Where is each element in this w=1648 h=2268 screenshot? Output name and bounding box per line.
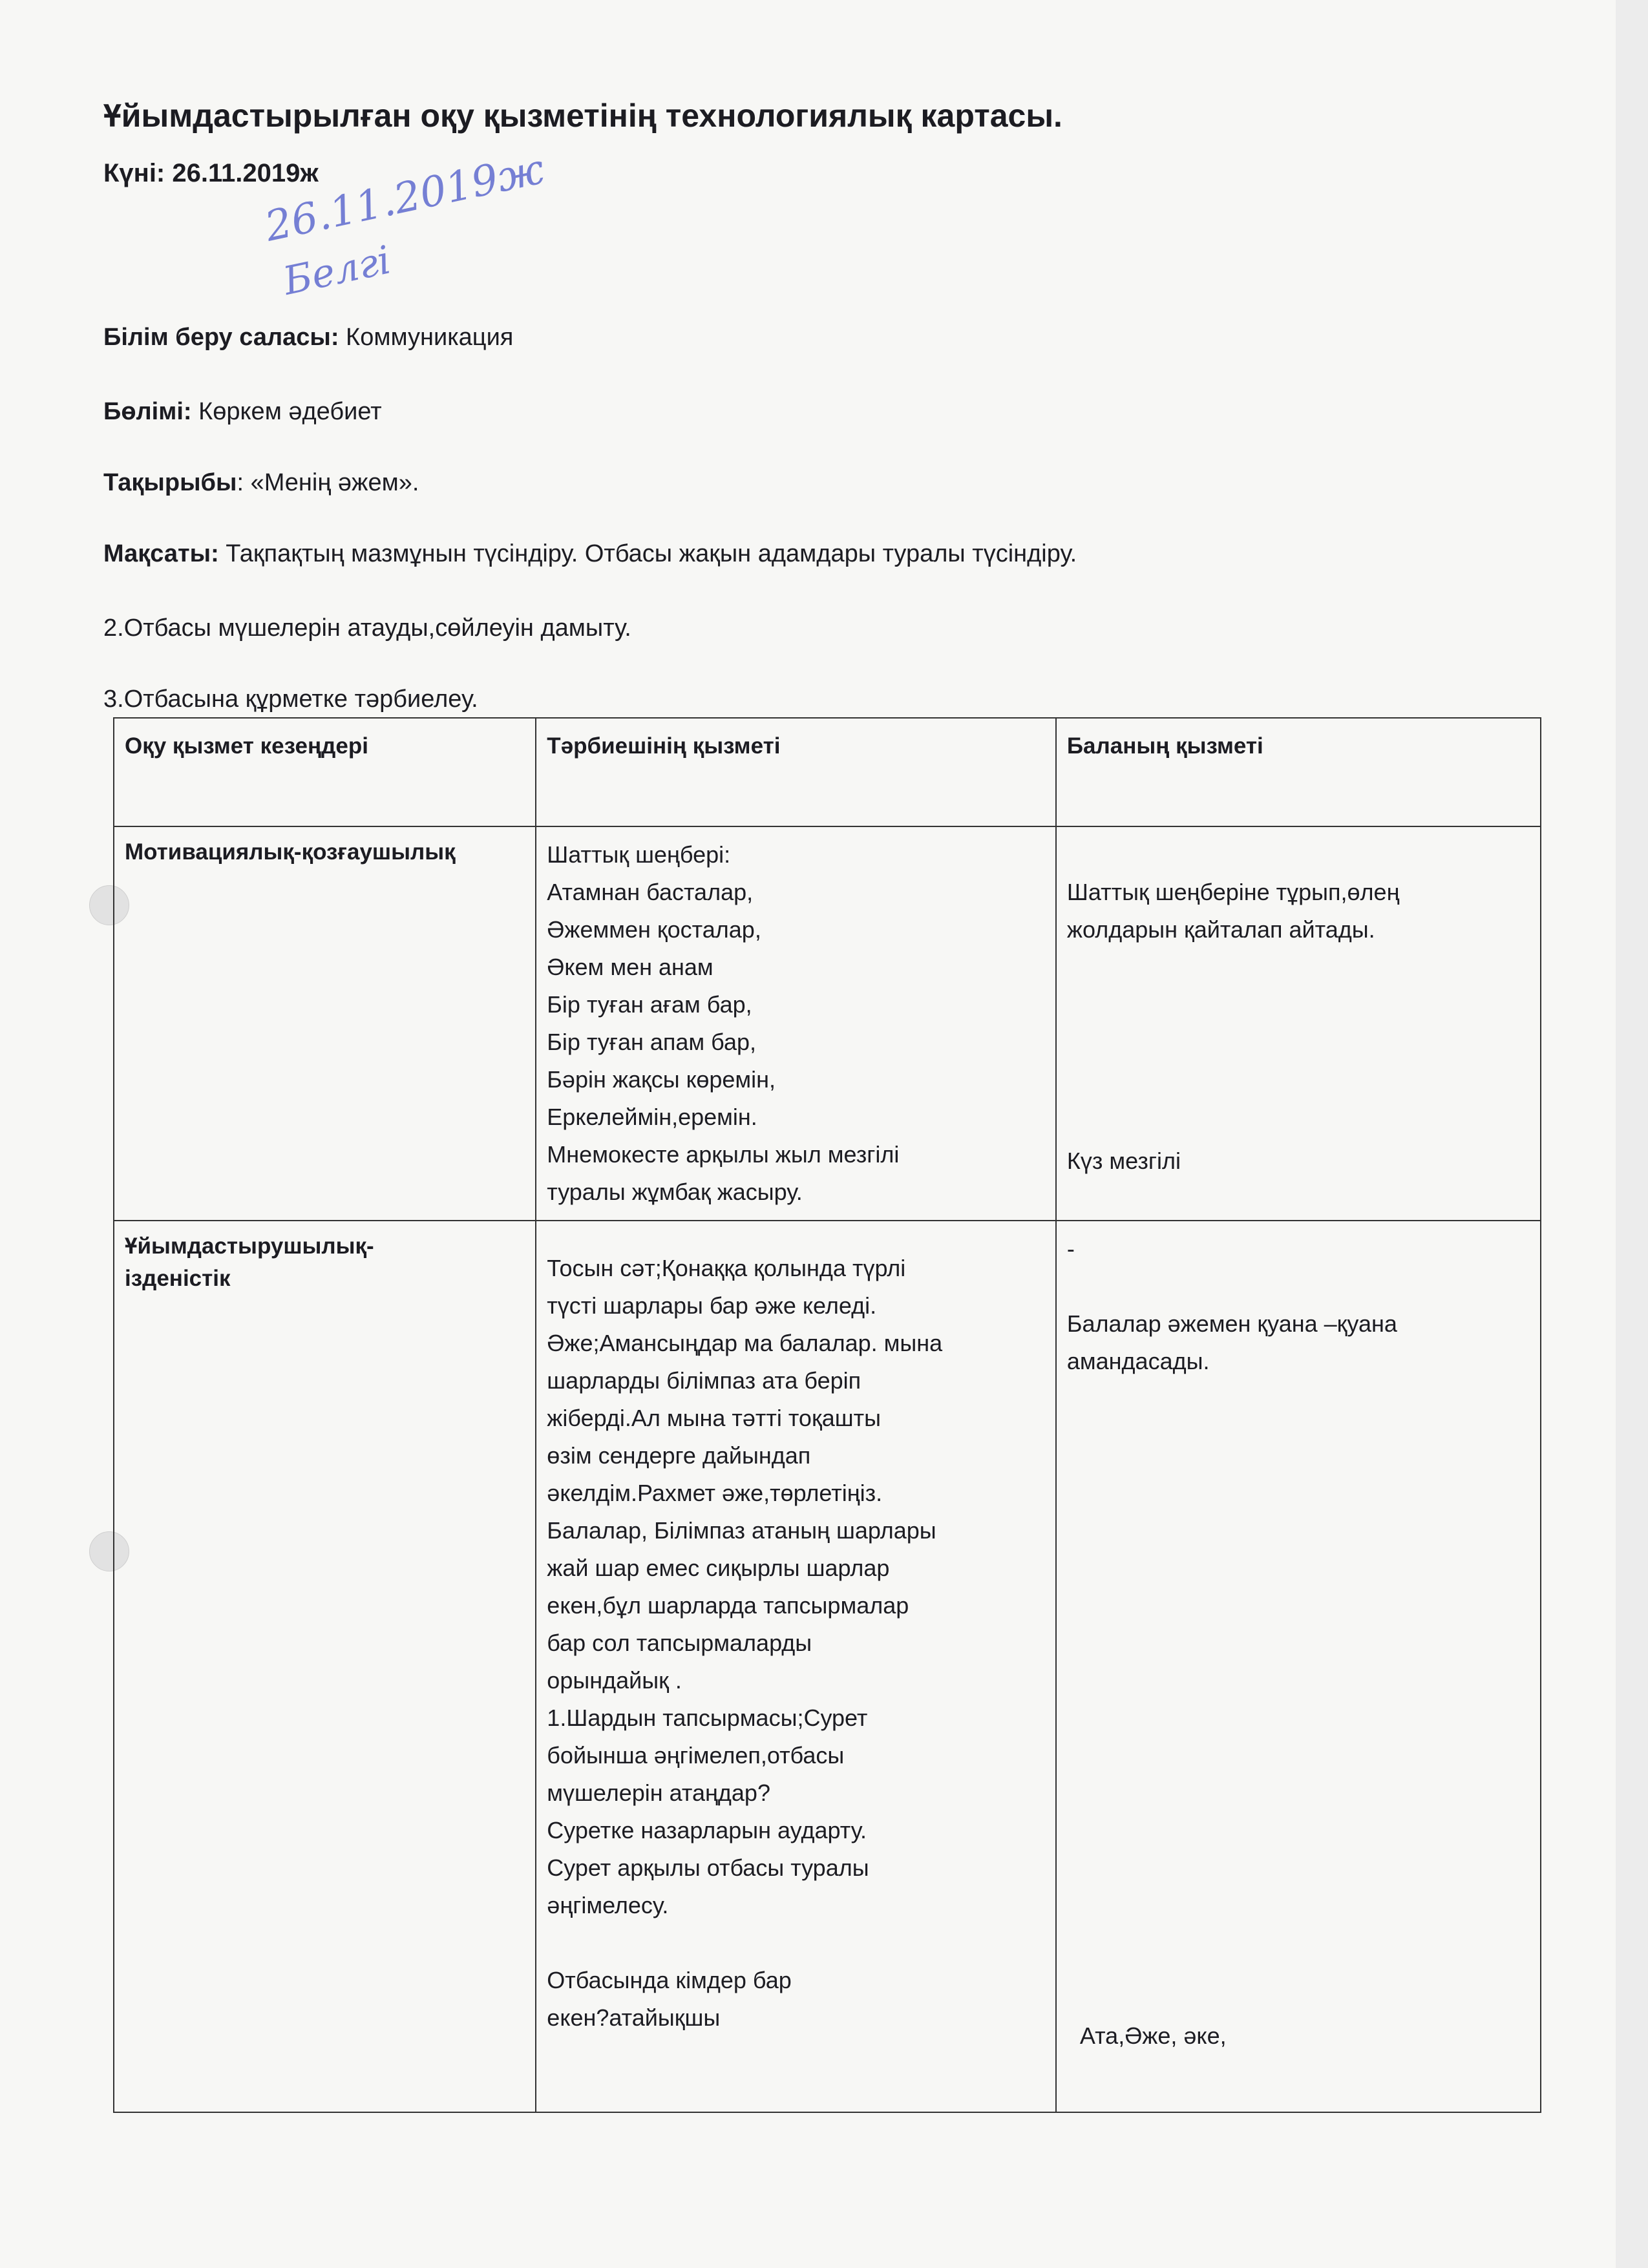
header-teacher: Тәрбиешінің қызметі <box>536 718 1056 826</box>
table-row <box>114 826 1541 1221</box>
teacher-cell: Тосын сәт;Қонаққа қолында түрлі түсті шарлары бар әже келеді. Әже;Амансыңдар ма балалар. мына шарларды білімпаз ата беріп жіберді.Ал мына тәтті тоқашты өзім сендерге дайындап әкелдім.Рахмет әже,төрлетіңіз. Балалар, Білімпаз атаның шарлары жай шар емес сиқырлы шарлар екен,бұл шарларда тапсырмалар бар сол тапсырмаларды орындайық . 1.Шардын тапсырмасы;Сурет бойынша әңгімелеп,отбасы мүшелерін атаңдар? Суретке назарларын аударту. Сурет арқылы отбасы туралы әңгімелесу. Отбасында кімдер бар екен?атайықшы <box>536 1221 1056 2112</box>
child-cell: - Балалар әжемен қуана –қуана амандасады. Ата,Әже, әке, <box>1056 1221 1541 2112</box>
teacher-cell: Шаттық шеңбері: Атамнан басталар, Әжеммен қосталар, Әкем мен анам Бір туған ағам бар, Бір туған апам бар, Бәрін жақсы көремін, Еркелеймін,еремін. Мнемокесте арқылы жыл мезгілі туралы жұмбақ жасыру. <box>536 826 1056 1221</box>
goal-3: 3.Отбасына құрметке тәрбиелеу. <box>103 686 478 713</box>
table-header-row <box>114 718 1541 826</box>
topic: Тақырыбы: «Менің әжем». <box>103 469 419 496</box>
header-child: Баланың қызметі <box>1056 718 1541 826</box>
child-cell: Шаттық шеңберіне тұрып,өлең жолдарын қайталап айтады. Күз мезгілі <box>1056 826 1541 1221</box>
goal: Мақсаты: Тақпақтың мазмұнын түсіндіру. Отбасы жақын адамдары туралы түсіндіру. <box>103 540 1077 567</box>
stage-cell: Мотивациялық-қозғаушылық <box>114 826 536 1221</box>
section: Бөлімі: Көркем әдебиет <box>103 398 382 425</box>
header-stages: Оқу қызмет кезеңдері <box>114 718 536 826</box>
document-title: Ұйымдастырылған оқу қызметінің технологиялық картасы. <box>103 98 1062 134</box>
goal-2: 2.Отбасы мүшелерін атауды,сөйлеуін дамыту. <box>103 614 631 642</box>
handwritten-signature: 26.11.2019ж Белгі <box>260 145 549 304</box>
lesson-plan-table <box>113 717 1541 2113</box>
education-area: Білім беру саласы: Коммуникация <box>103 324 514 351</box>
table-row <box>114 1221 1541 2112</box>
stage-cell: Ұйымдастырушылық- ізденістік <box>114 1221 536 2112</box>
lesson-date: Күні: 26.11.2019ж <box>103 159 319 187</box>
